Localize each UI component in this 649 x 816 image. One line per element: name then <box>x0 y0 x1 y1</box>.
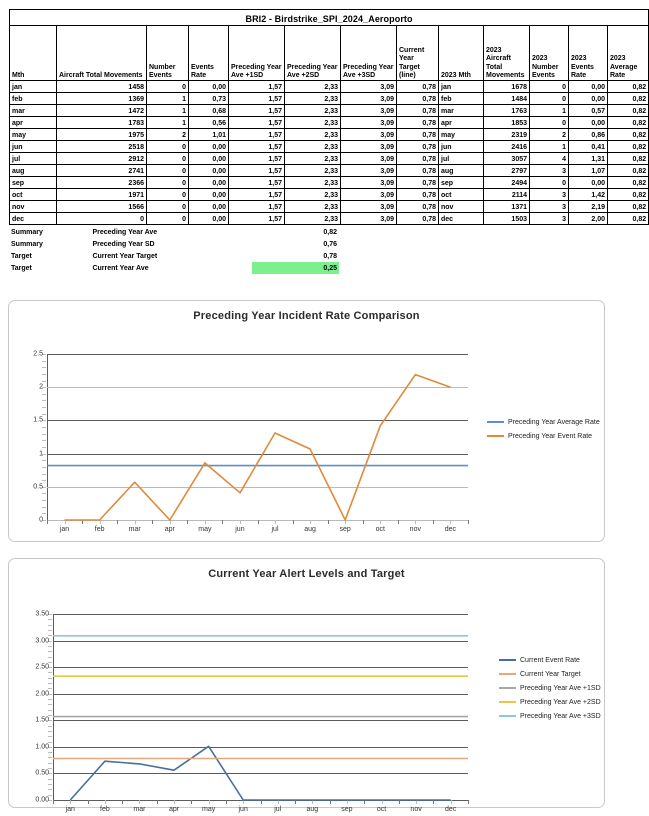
table-cell: 1 <box>530 141 569 153</box>
table-cell: 1975 <box>57 129 147 141</box>
summary-name: Preceding Year Ave <box>92 228 158 236</box>
table-cell: 2416 <box>484 141 530 153</box>
y-axis-tick-label: 0.50 <box>35 769 49 777</box>
table-cell: jan <box>10 81 57 93</box>
table-cell: 0 <box>147 213 189 225</box>
table-row <box>10 177 649 189</box>
table-cell: 2,33 <box>285 201 341 213</box>
table-cell: 1853 <box>484 117 530 129</box>
summary-name: Current Year Ave <box>92 264 149 272</box>
table-cell: 0 <box>57 213 147 225</box>
table-cell: 0,78 <box>397 213 439 225</box>
y-axis-tick-label: 1.50 <box>35 716 49 724</box>
legend-color-swatch <box>499 715 516 717</box>
summary-value-highlighted: 0,25 <box>252 262 339 274</box>
table-cell: 0 <box>147 165 189 177</box>
table-cell: 1 <box>530 105 569 117</box>
table-cell: 2,33 <box>285 129 341 141</box>
table-cell: 0,82 <box>608 177 649 189</box>
table-cell: 0,82 <box>608 213 649 225</box>
table-cell: feb <box>10 93 57 105</box>
table-cell: oct <box>10 189 57 201</box>
table-cell: aug <box>439 165 484 177</box>
table-cell: 2,33 <box>285 141 341 153</box>
legend-label: Preceding Year Ave +3SD <box>520 712 601 720</box>
table-cell: 2,33 <box>285 165 341 177</box>
table-cell: 1458 <box>57 81 147 93</box>
table-cell: aug <box>10 165 57 177</box>
table-title-row <box>10 10 649 26</box>
table-cell: dec <box>10 213 57 225</box>
col-header-prec-year-ave-1sd: Preceding Year Ave +1SD <box>229 26 285 81</box>
table-cell: 3 <box>530 201 569 213</box>
table-cell: 0,00 <box>189 213 229 225</box>
y-axis-tick-label: 2.00 <box>35 690 49 698</box>
table-cell: 0,78 <box>397 165 439 177</box>
table-cell: 0,82 <box>608 201 649 213</box>
table-cell: 0,78 <box>397 93 439 105</box>
chart2-title: Current Year Alert Levels and Target <box>208 568 405 580</box>
table-header-row <box>10 26 649 81</box>
table-cell: 3,09 <box>341 189 397 201</box>
table-cell: 3 <box>530 213 569 225</box>
legend-color-swatch <box>499 687 516 689</box>
summary-row <box>9 226 339 238</box>
table-cell: 0 <box>147 81 189 93</box>
x-axis-tick-label: jan <box>65 806 75 813</box>
table-cell: 2,33 <box>285 153 341 165</box>
table-cell: 0,00 <box>569 81 608 93</box>
table-cell: 1472 <box>57 105 147 117</box>
col-header-mth: Mth <box>10 26 57 81</box>
table-row <box>10 141 649 153</box>
table-cell: feb <box>439 93 484 105</box>
chart1-title: Preceding Year Incident Rate Comparison <box>193 310 420 322</box>
y-axis-tick-label: 2.50 <box>35 663 49 671</box>
table-cell: 1484 <box>484 93 530 105</box>
summary-value: 0,78 <box>323 252 337 260</box>
table-cell: jul <box>439 153 484 165</box>
x-axis-labels <box>53 806 468 813</box>
table-cell: 0,78 <box>397 189 439 201</box>
table-cell: 1 <box>147 105 189 117</box>
x-axis-tick-label: apr <box>164 526 175 533</box>
table-cell: 2797 <box>484 165 530 177</box>
y-axis-tick-label: 3.50 <box>35 610 49 618</box>
x-axis-tick-label: nov <box>410 806 422 813</box>
table-cell: 0,78 <box>397 81 439 93</box>
table-cell: 1,07 <box>569 165 608 177</box>
summary-row <box>9 250 339 262</box>
spi-table <box>9 9 649 225</box>
col-header-2023-average-rate: 2023 Average Rate <box>608 26 649 81</box>
table-cell: 3,09 <box>341 129 397 141</box>
x-axis-labels <box>47 526 468 533</box>
x-axis-tick-label: jul <box>271 526 279 533</box>
table-cell: 0,78 <box>397 153 439 165</box>
table-cell: 3,09 <box>341 213 397 225</box>
x-axis-tick-label: aug <box>304 526 316 533</box>
table-cell: 0 <box>147 153 189 165</box>
table-cell: 3,09 <box>341 105 397 117</box>
summary-label: Summary <box>11 240 43 248</box>
table-row <box>10 81 649 93</box>
table-cell: 0,73 <box>189 93 229 105</box>
table-cell: 2741 <box>57 165 147 177</box>
table-cell: 1566 <box>57 201 147 213</box>
table-cell: 2912 <box>57 153 147 165</box>
table-cell: 3057 <box>484 153 530 165</box>
x-axis-tick-label: aug <box>306 806 319 813</box>
summary-row <box>9 262 339 274</box>
table-cell: 2,33 <box>285 117 341 129</box>
x-axis-tick-label: sep <box>339 526 351 533</box>
summary-name: Current Year Target <box>92 252 158 260</box>
table-cell: may <box>439 129 484 141</box>
table-cell: 1,57 <box>229 189 285 201</box>
x-axis-tick-label: dec <box>445 806 457 813</box>
table-row <box>10 105 649 117</box>
table-row <box>10 117 649 129</box>
x-axis-tick-label: jul <box>274 806 282 813</box>
table-cell: 3,09 <box>341 165 397 177</box>
legend-color-swatch <box>487 421 504 423</box>
table-row <box>10 93 649 105</box>
summary-value: 0,76 <box>323 240 337 248</box>
table-cell: apr <box>10 117 57 129</box>
y-axis-tick-label: 1.00 <box>35 743 49 751</box>
table-cell: 1,57 <box>229 165 285 177</box>
table-cell: 1,31 <box>569 153 608 165</box>
table-cell: jan <box>439 81 484 93</box>
table-cell: 0,00 <box>569 93 608 105</box>
y-axis-tick-label: 0 <box>39 516 43 524</box>
table-cell: 2366 <box>57 177 147 189</box>
x-axis-tick-label: jan <box>59 526 70 533</box>
y-axis-tick-label: 1.5 <box>33 416 43 424</box>
summary-table <box>9 226 339 274</box>
table-cell: 1,57 <box>229 141 285 153</box>
table-cell: 0 <box>530 93 569 105</box>
table-row <box>10 201 649 213</box>
series-line <box>70 746 450 800</box>
x-axis-ticks <box>47 520 468 524</box>
y-axis-tick-label: 0.00 <box>35 796 49 804</box>
col-header-events-rate: Events Rate <box>189 26 229 81</box>
table-row <box>10 153 649 165</box>
summary-name: Preceding Year SD <box>92 240 155 248</box>
legend-label: Current Event Rate <box>520 656 580 664</box>
legend-color-swatch <box>499 659 516 661</box>
table-cell: nov <box>439 201 484 213</box>
table-cell: 0 <box>147 201 189 213</box>
table-cell: 0 <box>530 81 569 93</box>
table-cell: 0,00 <box>569 117 608 129</box>
table-header <box>10 10 649 81</box>
y-axis-tick-label: 1 <box>39 450 43 458</box>
table-cell: 1 <box>147 117 189 129</box>
table-cell: 0,00 <box>189 153 229 165</box>
col-header-prec-year-ave-3sd: Preceding Year Ave +3SD <box>341 26 397 81</box>
x-axis-tick-label: sep <box>341 806 353 813</box>
table-cell: 3 <box>530 165 569 177</box>
table-cell: 0,00 <box>189 165 229 177</box>
table-cell: 3,09 <box>341 93 397 105</box>
x-axis-tick-label: dec <box>444 526 457 533</box>
table-row <box>10 129 649 141</box>
col-header-aircraft-total-movements: Aircraft Total Movements <box>57 26 147 81</box>
chart2-legend <box>499 653 601 723</box>
chart-series-layer <box>47 354 468 520</box>
summary-value: 0,82 <box>323 228 337 236</box>
table-cell: 1371 <box>484 201 530 213</box>
table-cell: 0,82 <box>608 129 649 141</box>
table-cell: oct <box>439 189 484 201</box>
table-cell: 0,00 <box>189 189 229 201</box>
col-header-2023-events-rate: 2023 Events Rate <box>569 26 608 81</box>
table-cell: 0,00 <box>189 81 229 93</box>
table-cell: mar <box>10 105 57 117</box>
table-cell: 2494 <box>484 177 530 189</box>
table-cell: 0,68 <box>189 105 229 117</box>
y-axis-tick-label: 3.00 <box>35 637 49 645</box>
table-cell: 3,09 <box>341 141 397 153</box>
legend-item[interactable] <box>487 415 600 429</box>
table-cell: 0 <box>147 141 189 153</box>
chart1-legend <box>487 415 600 443</box>
table-cell: 0,82 <box>608 141 649 153</box>
col-header-current-year-target: Current Year Target (line) <box>397 26 439 81</box>
summary-label: Target <box>11 252 32 260</box>
table-cell: 0,57 <box>569 105 608 117</box>
legend-item[interactable] <box>499 709 601 723</box>
legend-color-swatch <box>499 673 516 675</box>
x-axis-tick-label: jun <box>238 806 248 813</box>
table-cell: 1,57 <box>229 93 285 105</box>
table-cell: 2,33 <box>285 177 341 189</box>
table-cell: 3,09 <box>341 117 397 129</box>
table-cell: 1,57 <box>229 177 285 189</box>
summary-row <box>9 238 339 250</box>
chart-preceding-year-incident-rate <box>8 300 605 542</box>
table-cell: 0 <box>530 177 569 189</box>
table-cell: 2518 <box>57 141 147 153</box>
summary-label: Summary <box>11 228 43 236</box>
table-cell: 1763 <box>484 105 530 117</box>
table-cell: mar <box>439 105 484 117</box>
table-cell: 2114 <box>484 189 530 201</box>
summary-label: Target <box>11 264 32 272</box>
chart-series-layer <box>53 614 468 800</box>
table-cell: 1,01 <box>189 129 229 141</box>
table-cell: 1,57 <box>229 81 285 93</box>
legend-item[interactable] <box>499 695 601 709</box>
table-cell: sep <box>439 177 484 189</box>
table-cell: 0,78 <box>397 177 439 189</box>
table-cell: 1503 <box>484 213 530 225</box>
x-axis-tick-label: feb <box>100 806 110 813</box>
table-row <box>10 165 649 177</box>
table-cell: 0,82 <box>608 93 649 105</box>
x-axis-tick-label: oct <box>375 526 385 533</box>
table-cell: 0,00 <box>189 201 229 213</box>
x-axis-tick-label: nov <box>409 526 421 533</box>
table-cell: 3,09 <box>341 153 397 165</box>
x-axis-tick-label: feb <box>94 526 105 533</box>
table-cell: 0,86 <box>569 129 608 141</box>
col-header-2023-number-events: 2023 Number Events <box>530 26 569 81</box>
legend-label: Current Year Target <box>520 670 581 678</box>
x-axis-tick-label: oct <box>376 806 387 813</box>
table-cell: 1971 <box>57 189 147 201</box>
table-cell: 2 <box>147 129 189 141</box>
legend-item[interactable] <box>499 667 601 681</box>
col-header-2023-aircraft-total-movements: 2023 Aircraft Total Movements <box>484 26 530 81</box>
table-cell: nov <box>10 201 57 213</box>
table-cell: jun <box>10 141 57 153</box>
table-cell: 0,82 <box>608 165 649 177</box>
table-body <box>10 81 649 225</box>
series-line <box>65 375 451 520</box>
table-cell: 1369 <box>57 93 147 105</box>
col-header-number-events: Number Events <box>147 26 189 81</box>
table-cell: 0,00 <box>189 177 229 189</box>
table-cell: 1,57 <box>229 201 285 213</box>
table-cell: 1,57 <box>229 117 285 129</box>
table-cell: 1,57 <box>229 105 285 117</box>
table-cell: 1,42 <box>569 189 608 201</box>
table-title: BRI2 - Birdstrike_SPI_2024_Aeroporto <box>10 10 649 26</box>
table-cell: apr <box>439 117 484 129</box>
table-cell: 3 <box>530 189 569 201</box>
table-cell: 2,19 <box>569 201 608 213</box>
legend-color-swatch <box>487 435 504 437</box>
table-cell: 0,00 <box>189 141 229 153</box>
table-cell: 4 <box>530 153 569 165</box>
table-cell: 2,33 <box>285 189 341 201</box>
table-cell: jun <box>439 141 484 153</box>
legend-label: Preceding Year Ave +2SD <box>520 698 601 706</box>
table-cell: 0,56 <box>189 117 229 129</box>
table-cell: jul <box>10 153 57 165</box>
table-cell: 0 <box>147 189 189 201</box>
legend-item[interactable] <box>499 653 601 667</box>
x-axis-tick-label: mar <box>128 526 141 533</box>
table-cell: dec <box>439 213 484 225</box>
table-row <box>10 189 649 201</box>
table-cell: 1,57 <box>229 153 285 165</box>
y-axis-tick-label: 2.5 <box>33 350 43 358</box>
table-cell: 0,00 <box>569 177 608 189</box>
table-cell: 0,78 <box>397 201 439 213</box>
col-header-prec-year-ave-2sd: Preceding Year Ave +2SD <box>285 26 341 81</box>
table-cell: 1,57 <box>229 129 285 141</box>
y-axis-tick-label: 2 <box>39 383 43 391</box>
x-axis-tick-label: mar <box>133 806 146 813</box>
spi-table-container <box>9 9 647 274</box>
legend-label: Preceding Year Event Rate <box>508 432 593 440</box>
table-cell: 2,33 <box>285 93 341 105</box>
table-cell: 0,78 <box>397 129 439 141</box>
table-cell: sep <box>10 177 57 189</box>
table-cell: 2,00 <box>569 213 608 225</box>
col-header-2023-mth: 2023 Mth <box>439 26 484 81</box>
table-cell: 2,33 <box>285 213 341 225</box>
table-cell: 0,82 <box>608 117 649 129</box>
y-axis-minor-ticks <box>42 354 46 520</box>
table-cell: 0 <box>530 117 569 129</box>
table-cell: 1678 <box>484 81 530 93</box>
x-axis-tick-label: may <box>201 806 216 813</box>
legend-item[interactable] <box>487 429 600 443</box>
table-cell: 0,78 <box>397 105 439 117</box>
table-cell: 2319 <box>484 129 530 141</box>
y-axis-tick-label: 0.5 <box>33 483 43 491</box>
table-cell: 0,82 <box>608 189 649 201</box>
table-cell: 3,09 <box>341 201 397 213</box>
table-cell: 2 <box>530 129 569 141</box>
table-cell: 3,09 <box>341 177 397 189</box>
table-cell: 0,41 <box>569 141 608 153</box>
table-cell: 0,82 <box>608 81 649 93</box>
table-cell: 2,33 <box>285 81 341 93</box>
x-axis-tick-label: apr <box>168 806 180 813</box>
legend-label: Preceding Year Average Rate <box>508 418 600 426</box>
table-cell: 3,09 <box>341 81 397 93</box>
table-cell: 0,82 <box>608 105 649 117</box>
table-cell: 0,82 <box>608 153 649 165</box>
table-cell: 1783 <box>57 117 147 129</box>
table-cell: 0,78 <box>397 117 439 129</box>
table-cell: 1 <box>147 93 189 105</box>
legend-item[interactable] <box>499 681 601 695</box>
table-cell: 0,78 <box>397 141 439 153</box>
x-axis-tick-label: may <box>198 526 212 533</box>
table-cell: 2,33 <box>285 105 341 117</box>
table-row <box>10 213 649 225</box>
chart-current-year-alert-levels <box>8 558 605 813</box>
legend-label: Preceding Year Ave +1SD <box>520 684 601 692</box>
table-cell: 1,57 <box>229 213 285 225</box>
table-cell: 0 <box>147 177 189 189</box>
legend-color-swatch <box>499 701 516 703</box>
table-cell: may <box>10 129 57 141</box>
x-axis-tick-label: jun <box>235 526 245 533</box>
